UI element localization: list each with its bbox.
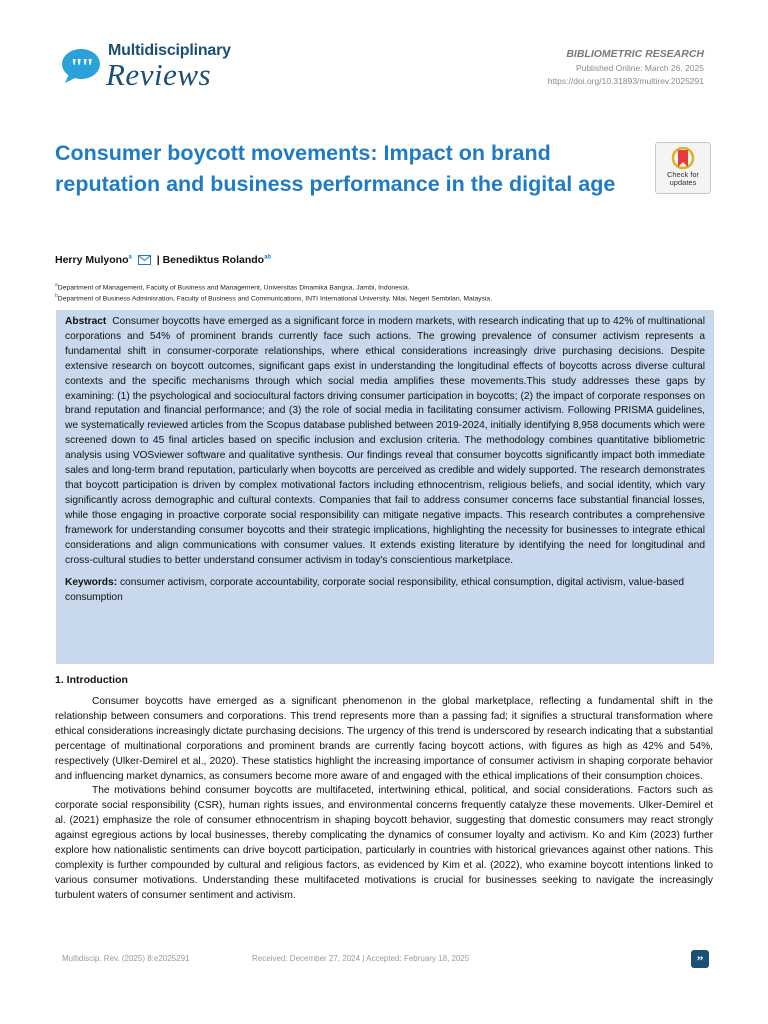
abstract-box: [56, 310, 714, 664]
affil-sup: a: [55, 282, 58, 288]
affil-sup: b: [55, 293, 58, 299]
abstract-label: Abstract: [65, 316, 107, 327]
check-for-updates-badge[interactable]: [655, 142, 711, 194]
speech-bubble-icon: [61, 48, 101, 84]
journal-logo: [56, 40, 236, 92]
author-affil-sup: a: [128, 254, 132, 261]
author-list: [55, 254, 271, 266]
footer-citation: Multidiscip. Rev. (2025) 8:e2025291: [62, 954, 190, 963]
email-icon[interactable]: [138, 255, 151, 265]
introduction-body: [55, 695, 713, 904]
svg-text:": ": [81, 55, 95, 81]
author-name[interactable]: Herry Mulyono: [55, 254, 129, 266]
published-date: Published Online: March 26, 2025: [575, 63, 704, 73]
affil-text: Department of Management, Faculty of Business and Management, Universitas Dinamika Bangsa, Jambi, Indonesia.: [57, 284, 410, 292]
author-affil-sup: ab: [264, 254, 272, 261]
abstract-paragraph: [65, 315, 705, 568]
svg-text:": ": [70, 55, 84, 81]
keywords-text: consumer activism, corporate accountability, corporate social responsibility, ethical consumption, digital activism, value-based consumption: [65, 577, 685, 604]
affil-text: Department of Business Adminisration, Faculty of Business and Communications, INTI International University, Nilai, Negeri Sembilan, Malaysia.: [57, 295, 493, 303]
doi-link[interactable]: https://doi.org/10.31893/multirev.2025291: [547, 76, 704, 86]
footer-dates: Received: December 27, 2024 | Accepted: February 18, 2025: [252, 954, 470, 963]
quote-logo-icon: ”: [691, 950, 709, 968]
check-line-1: Check for: [666, 170, 700, 179]
check-line-2: updates: [669, 178, 697, 187]
article-title: Consumer boycott movements: Impact on brand reputation and business performance in the digital age: [55, 141, 616, 196]
intro-paragraph-1: Consumer boycotts have emerged as a significant phenomenon in the global marketplace, reflecting a fundamental shift in the relationship between consumers and corporations. This trend represents more than a passing fad; it signifies a structural transformation where ethical considerations increasingly dictate purchasing decisions. The urgency of this trend is underscored by research indicating that a substantial percentage of multinational corporations and prominent brands are currently facing boycott actions, with figures as high as 42% and 54%, respectively (Ulker-Demirel et al., 2020). These statistics highlight the increasing importance of consumer activism in shaping corporate behavior and influencing market dynamics, as consumers become more aware of and engaged with the ethical implications of their consumption choices.: [55, 696, 713, 782]
article-header-meta: [548, 48, 704, 86]
author-name[interactable]: Benediktus Rolando: [162, 254, 265, 266]
affiliation-b: [55, 293, 492, 302]
abstract-text: Consumer boycotts have emerged as a significant force in modern markets, with research indicating that up to 42% of multinational corporations and 54% of prominent brands currently face such actions. The growing prevalence of consumer activism represents a fundamental shift in consumer-corporate relationships, where ethical considerations increasingly drive purchasing decisions. Despite extensive research on boycott outcomes, significant gaps exist in understanding the longitudinal effects of boycotts across diverse cultural contexts and the specific mechanisms through which social media amplifies these movements.This study addresses these gaps by examining: (1) the psychological and sociocultural factors driving consumer participation in boycotts; (2) the impact of corporate responses on brand reputation and financial performance; and (3) the role of social media in facilitating consumer activism. Following PRISMA guidelines, we systematically reviewed articles from the Scopus database published between 2019-2024, initially identifying 8,958 documents which were screened down to 45 final articles based on specific inclusion and exclusion criteria. The methodology combines quantitative bibliometric analysis using VOSviewer software and qualitative synthesis. Our findings reveal that consumer boycotts significantly impact both immediate sales and long-term brand reputation, particularly when boycotts are perceived as credible and widely supported. The research demonstrates that boycott participation is driven by complex motivational factors including ethnocentrism, religious beliefs, and social identity, which vary significantly across demographic and cultural contexts. Companies that fail to address consumer concerns face substantial financial losses, while those engaging in proactive corporate social responsibility can mitigate negative impacts. This research contributes a comprehensive framework for understanding consumer boycotts and their strategic implications, highlighting the necessity for businesses to integrate ethical considerations and align communications with consumer values. It extends existing literature by identifying the need for longitudinal and cross-cultural studies to better understand consumer activism in today's conscientious marketplace.: [65, 316, 705, 566]
section-heading: 1. Introduction: [55, 674, 128, 686]
affiliation-a: [55, 282, 410, 291]
keywords-paragraph: [65, 576, 705, 606]
keywords-label: Keywords:: [65, 577, 118, 589]
bookmark-ribbon-icon: [670, 147, 696, 171]
journal-name-main: Reviews: [106, 57, 212, 92]
article-type: BIBLIOMETRIC RESEARCH: [566, 48, 704, 60]
author-separator: |: [156, 254, 160, 266]
journal-name-top: Multidisciplinary: [108, 42, 231, 59]
intro-paragraph-2: The motivations behind consumer boycotts are multifaceted, intertwining ethical, political, and social considerations. Factors such as corporate social responsibility (CSR), human rights issues, and environmental concerns frequently catalyze these movements. Ulker-Demirel et al. (2021) emphasize the role of consumer ethnocentrism in shaping boycott behavior, suggesting that domestic consumers may react strongly against egregious actions by local businesses, thereby complicating the dynamics of consumer loyalty and activism. Ko and Kim (2023) further explore how nationalistic sentiments can drive boycott participation, particularly in countries with historical grievances against other nations. This complexity is further compounded by cultural and religious factors, as evidenced by Kim et al. (2022), who examine boycott intentions linked to various consumer motivations. Understanding these multifaceted motivations is crucial for businesses seeking to navigate the increasingly turbulent waters of consumer sentiment and activism.: [55, 785, 713, 901]
